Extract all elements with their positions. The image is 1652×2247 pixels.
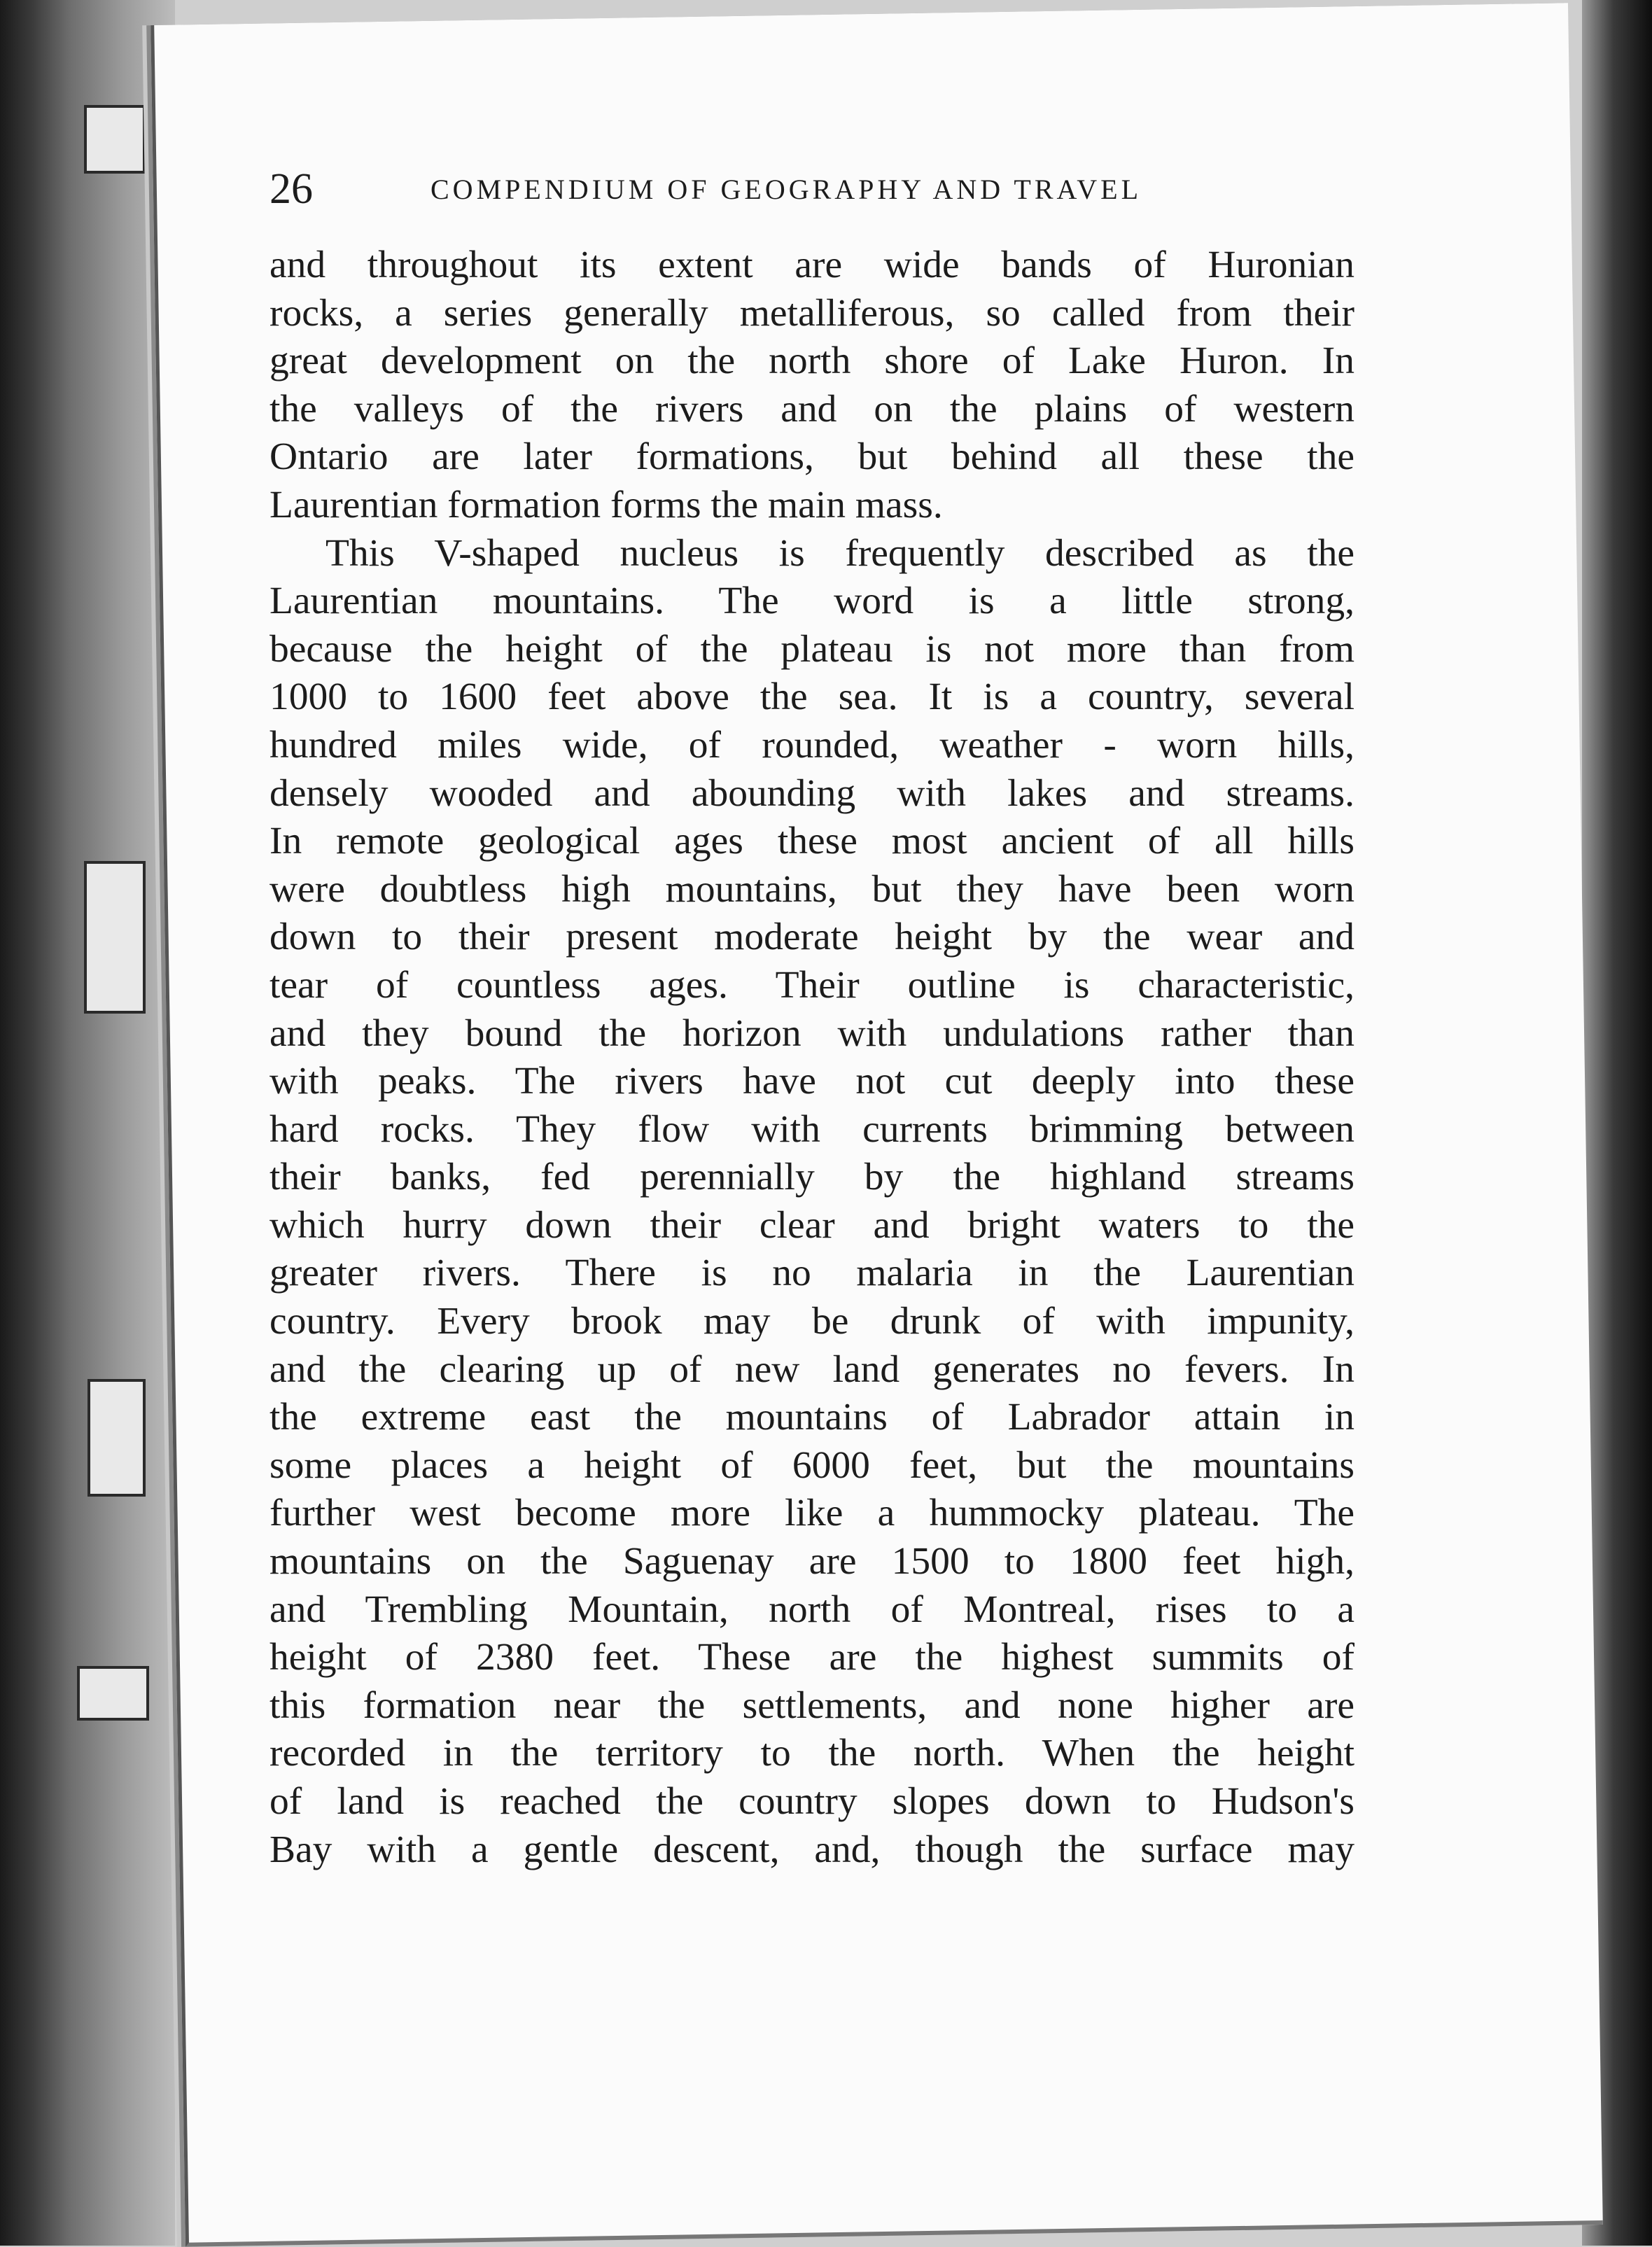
text-line: recorded in the territory to the north. When the height: [270, 1732, 1354, 1775]
text-line: height of 2380 feet. These are the highest summits of: [270, 1636, 1354, 1679]
body-text: [270, 241, 1354, 1874]
text-line: Bay with a gentle descent, and, though the surface may: [270, 1828, 1354, 1871]
text-line: In remote geological ages these most ancient of all hills: [270, 820, 1354, 863]
text-line: This V-shaped nucleus is frequently described as the: [326, 531, 1354, 575]
text-line: great development on the north shore of Lake Huron. In: [270, 340, 1354, 383]
text-line: their banks, fed perennially by the highland streams: [270, 1156, 1354, 1199]
text-line: greater rivers. There is no malaria in the Laurentian: [270, 1252, 1354, 1295]
page-number: 26: [270, 165, 313, 213]
text-line: and they bound the horizon with undulations rather than: [270, 1011, 1354, 1055]
text-line: were doubtless high mountains, but they have been worn: [270, 867, 1354, 911]
binding-tab: [84, 105, 146, 174]
text-line: and Trembling Mountain, north of Montreal, rises to a: [270, 1588, 1354, 1631]
text-line: tear of countless ages. Their outline is characteristic,: [270, 963, 1354, 1007]
text-line: Laurentian mountains. The word is a little strong,: [270, 580, 1354, 623]
text-line: this formation near the settlements, and none higher are: [270, 1684, 1354, 1727]
text-line: Laurentian formation forms the main mass.: [270, 483, 943, 526]
text-line: the valleys of the rivers and on the plains of western: [270, 387, 1354, 430]
text-line: which hurry down their clear and bright waters to the: [270, 1203, 1354, 1247]
text-line: country. Every brook may be drunk of with impunity,: [270, 1300, 1354, 1343]
text-line: with peaks. The rivers have not cut deeply into these: [270, 1060, 1354, 1103]
text-line: down to their present moderate height by the wear and: [270, 916, 1354, 959]
text-line: 1000 to 1600 feet above the sea. It is a country, several: [270, 676, 1354, 719]
text-line: further west become more like a hummocky plateau. The: [270, 1492, 1354, 1535]
text-line: hundred miles wide, of rounded, weather - worn hills,: [270, 723, 1354, 766]
binding-tab: [77, 1666, 149, 1721]
text-line: some places a height of 6000 feet, but the mountains: [270, 1443, 1354, 1487]
text-line: because the height of the plateau is not more than from: [270, 627, 1354, 671]
text-line: and the clearing up of new land generates no fevers. In: [270, 1348, 1354, 1391]
text-line: of land is reached the country slopes down to Hudson's: [270, 1780, 1354, 1823]
binding-tab: [88, 1379, 146, 1497]
text-line: the extreme east the mountains of Labrador attain in: [270, 1396, 1354, 1439]
text-line: mountains on the Saguenay are 1500 to 1800 feet high,: [270, 1540, 1354, 1583]
binding-tab: [84, 861, 146, 1014]
page-header: [270, 164, 1354, 214]
text-line: Ontario are later formations, but behind all these the: [270, 435, 1354, 479]
text-line: and throughout its extent are wide bands of Huronian: [270, 244, 1354, 286]
running-title: COMPENDIUM OF GEOGRAPHY AND TRAVEL: [430, 174, 1142, 205]
book-binding-edge: [0, 0, 175, 2246]
text-line: densely wooded and abounding with lakes and streams.: [270, 771, 1354, 815]
text-line: rocks, a series generally metalliferous, so called from their: [270, 291, 1354, 335]
text-line: hard rocks. They flow with currents brimming between: [270, 1107, 1354, 1151]
